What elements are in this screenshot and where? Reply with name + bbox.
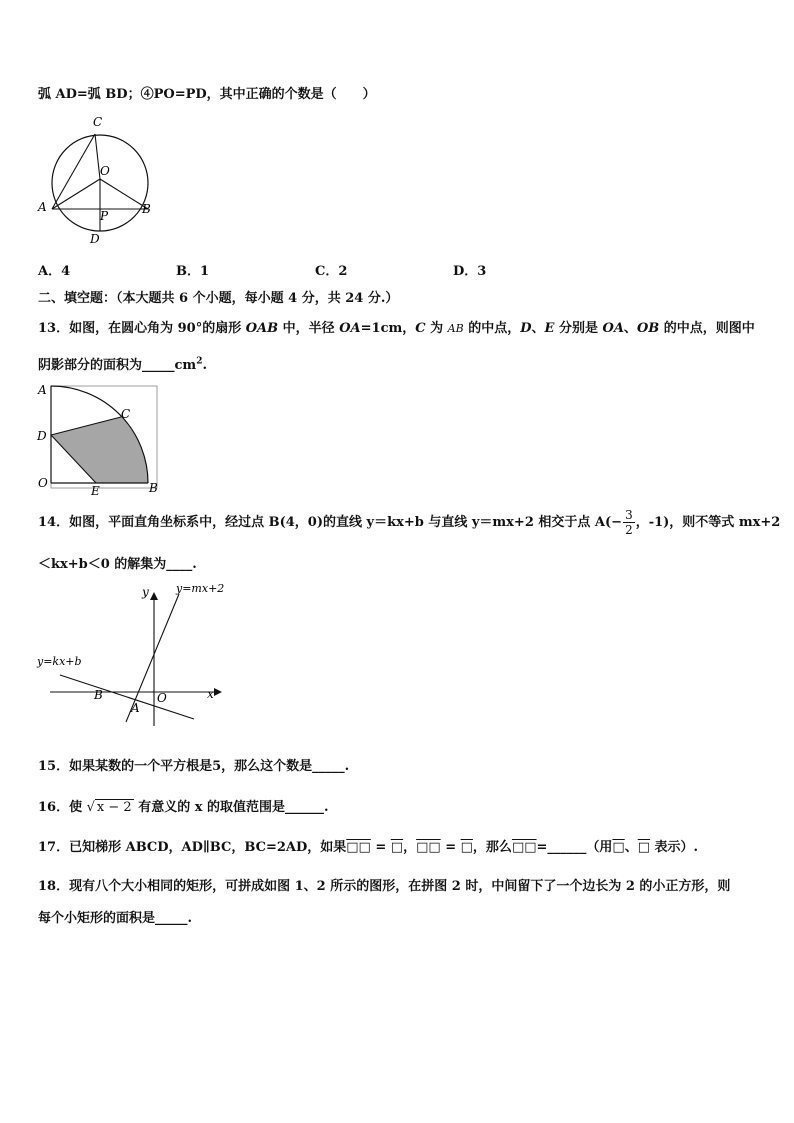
q13-unit: cm [174, 358, 197, 373]
q12-stem-part1: 弧 AD=弧 BD； [38, 87, 141, 102]
q12-option-a[interactable]: A．4 [38, 264, 71, 279]
q12-option-b[interactable]: B．1 [176, 264, 210, 279]
label-a: A [38, 383, 47, 397]
q12-option-d[interactable]: D．3 [453, 264, 487, 279]
q12-circled-number: ④ [140, 87, 154, 102]
segment-ob [100, 179, 148, 209]
label-a: A [38, 200, 47, 214]
label-d: D [90, 232, 100, 246]
q13-d: D [520, 321, 532, 336]
label-b: B [142, 202, 151, 216]
label-y-axis: y [142, 585, 149, 599]
label-c: C [93, 115, 103, 129]
q17-vector: □ [612, 840, 625, 855]
q13-sep: 、 [531, 321, 545, 336]
label-d: D [37, 429, 47, 443]
q13-oa: OA [339, 321, 361, 336]
q14-line2: ＜kx+b＜0 的解集为____. [38, 557, 197, 572]
q17-vector: □ [460, 840, 473, 855]
q13-oab: OAB [245, 321, 279, 336]
q13-arc-ab: AB [447, 322, 464, 335]
label-c: C [121, 407, 131, 421]
q16-pre: 16．使 [38, 800, 87, 815]
q12-option-c[interactable]: C．2 [315, 264, 348, 279]
label-b: B [94, 688, 103, 702]
q14-fraction-den: 2 [625, 523, 633, 537]
label-p: P [100, 209, 109, 223]
q17-sep: 、 [624, 840, 638, 855]
q17-vector: □ [390, 840, 404, 855]
q14-text: 14．如图，平面直角坐标系中，经过点 B(4，0)的直线 y＝kx+b 与直线 y＝mx+2 相交于点 A( [38, 515, 612, 530]
q13-text: 为 [425, 321, 448, 336]
segment-ao [52, 179, 100, 209]
q13-text: 分别是 [554, 321, 603, 336]
q17-text [38, 836, 698, 855]
q17-eq: = [440, 840, 461, 855]
q14-fraction [623, 509, 635, 536]
q16-sqrt: √ x − 2 [86, 800, 132, 815]
label-a: A [131, 701, 140, 715]
q14-text: ，-1)，则不等式 mx+2 [635, 515, 781, 530]
label-o: O [100, 164, 110, 178]
q13-answer-blank[interactable]: _____ [142, 358, 175, 373]
q17-text-c: =______（用 [536, 840, 613, 855]
line-kx-plus-b [60, 675, 194, 719]
q18-line2: 每个小矩形的面积是_____. [38, 911, 193, 926]
q13-text: 的中点， [463, 321, 521, 336]
q14-graph-figure [34, 578, 230, 728]
q17-vector: □□ [416, 840, 441, 855]
q13-text: 的中点，则图中 [659, 321, 755, 336]
q14-fraction-num: 3 [625, 508, 633, 522]
segment-ac [52, 134, 95, 209]
q13-text: =1cm， [360, 321, 416, 336]
q13-line2 [38, 354, 207, 373]
q17-vector: □□ [511, 840, 537, 855]
label-line-m: y=mx+2 [176, 582, 225, 595]
q12-stem [38, 83, 376, 102]
y-axis-arrow [150, 592, 158, 600]
q17-text-a: 17．已知梯形 ABCD，AD∥BC，BC=2AD，如果 [38, 840, 347, 855]
q13-oa2: OA [602, 321, 624, 336]
label-b: B [149, 481, 158, 495]
q12-circle-figure [34, 112, 164, 248]
q16-post: 有意义的 x 的取值范围是______. [133, 800, 329, 815]
q18-line1: 18．现有八个大小相同的矩形，可拼成如图 1、2 所示的图形，在拼图 2 时，中间留下了一个边长为 2 的小正方形，则 [38, 879, 731, 894]
q13-sector-figure [34, 380, 164, 498]
label-o: O [157, 691, 167, 705]
q13-text: . [202, 358, 207, 373]
q13-line1 [38, 317, 755, 336]
label-e: E [91, 484, 100, 498]
q16-radicand: x − 2 [96, 800, 132, 815]
q17-comma: ， [403, 840, 417, 855]
section-fill-in-heading: 二、填空题：（本大题共 6 个小题，每小题 4 分，共 24 分.） [38, 291, 399, 306]
q13-c: C [415, 321, 426, 336]
q13-text: 13．如图，在圆心角为 90°的扇形 [38, 321, 246, 336]
q14-minus: − [611, 515, 623, 530]
q15-text: 15．如果某数的一个平方根是5，那么这个数是_____. [38, 759, 350, 774]
q13-unit-sup: 2 [196, 356, 203, 367]
q13-e: E [544, 321, 555, 336]
label-o: O [38, 476, 48, 490]
q13-sep: 、 [623, 321, 637, 336]
q17-text-d: 表示）. [650, 840, 699, 855]
q17-text-b: ，那么 [472, 840, 512, 855]
label-line-k: y=kx+b [37, 655, 82, 668]
q17-vector: □□ [346, 840, 371, 855]
x-axis-arrow [214, 688, 222, 696]
q17-eq: = [370, 840, 391, 855]
q17-vector: □ [637, 840, 651, 855]
q13-text: 阴影部分的面积为 [38, 358, 143, 373]
q13-ob: OB [636, 321, 660, 336]
q13-text: 中，半径 [278, 321, 340, 336]
q14-line1 [38, 508, 780, 538]
q16-text [38, 796, 329, 815]
q12-stem-part2: PO=PD，其中正确的个数是（ ） [153, 87, 376, 102]
label-x-axis: x [207, 687, 214, 701]
